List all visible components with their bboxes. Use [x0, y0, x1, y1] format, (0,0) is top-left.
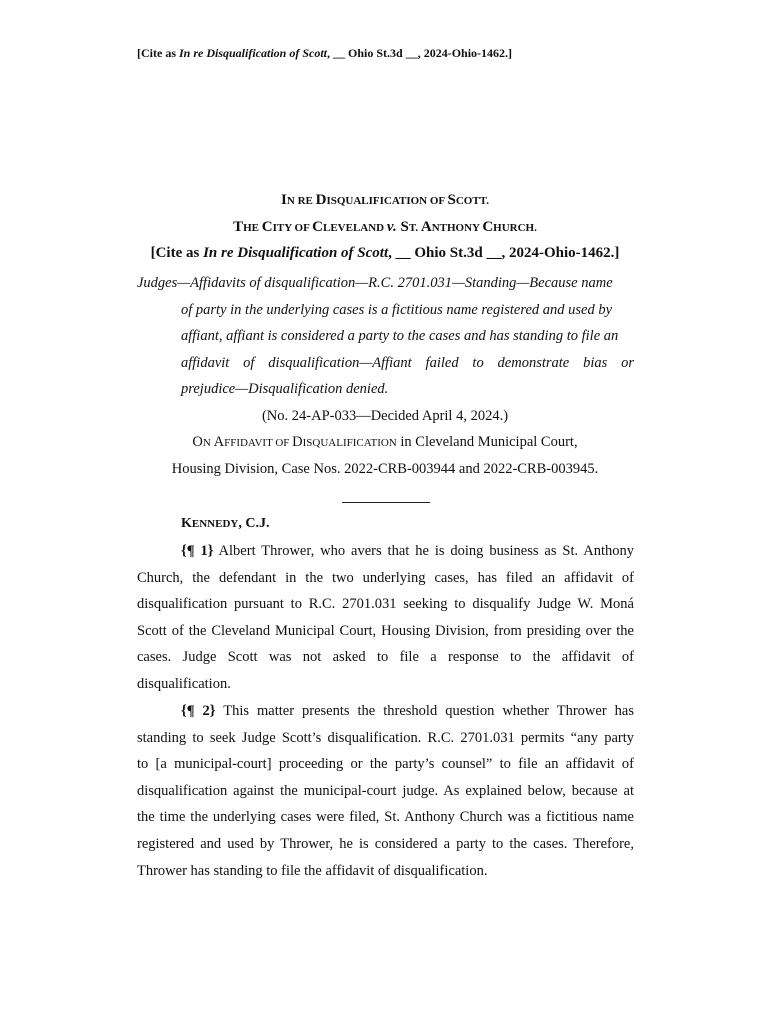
syllabus-line: Judges—Affidavits of disqualification—R.C. 2701.031—Standing—Because name — [137, 275, 613, 291]
caption-text: S — [447, 192, 456, 208]
caption-text: ISQUALIFICATION OF — [326, 195, 448, 207]
docket-line: (No. 24-AP-033—Decided April 4, 2024.) — [261, 408, 509, 424]
caption-text: LEVELAND — [323, 222, 387, 234]
caption-text: C — [312, 219, 323, 235]
paragraph-line: Scott of the Cleveland Municipal Court, Housing Division, from presiding over the — [137, 622, 634, 639]
syllabus-line: affidavit of disqualification—Affiant failed to demonstrate bias or — [181, 354, 634, 371]
paragraph-number: {¶ 1} — [181, 543, 214, 559]
case-caption-title — [0, 192, 770, 209]
separator-rule — [342, 502, 430, 503]
syllabus-line: prejudice—Disqualification denied. — [181, 381, 389, 397]
opinion-author — [181, 516, 269, 532]
paragraph-text: Albert Thrower, who avers that he is doing business as St. Anthony — [213, 543, 635, 559]
author-text: , C.J. — [238, 516, 270, 531]
syllabus — [137, 270, 634, 403]
citation-case-name: In re Disqualification of Scott — [179, 46, 328, 60]
caption-versus: v. — [386, 219, 397, 235]
caption-text: HURCH. — [493, 222, 537, 234]
caption-text: C — [261, 219, 273, 235]
citation-suffix: , __ Ohio St.3d __, 2024-Ohio-1462.] — [327, 46, 513, 60]
paragraph-line: disqualification pursuant to R.C. 2701.031 seeking to disqualify Judge W. Moná — [137, 596, 634, 613]
paragraph-text: This matter presents the threshold question whether Thrower has — [215, 703, 634, 719]
paragraph-1 — [137, 538, 634, 698]
paragraph-2 — [137, 698, 634, 884]
paragraph-line: registered and used by Thrower, he is considered a party to the cases. Therefore, — [137, 835, 634, 852]
caption-citation-suffix: , __ Ohio St.3d __, 2024-Ohio-1462.] — [388, 245, 620, 261]
paragraph-line: standing to seek Judge Scott’s disqualification. R.C. 2701.031 permits “any party — [137, 729, 634, 746]
case-caption-parties — [0, 219, 770, 236]
caption-text: T — [233, 219, 244, 235]
paragraph-line: Thrower has standing to file the affidavit of disqualification. — [137, 862, 488, 879]
syllabus-line: affiant, affiant is considered a party to the cases and has standing to file an — [181, 328, 619, 344]
citation-prefix: [Cite as — [137, 46, 179, 60]
caption-citation — [0, 245, 770, 262]
on-affidavit-text: O — [192, 434, 203, 450]
on-affidavit-text: N — [202, 437, 214, 449]
paragraph-line: Church, the defendant in the two underlying cases, has filed an affidavit of — [137, 569, 634, 586]
paragraph-line — [137, 538, 634, 565]
caption-text: S — [396, 219, 409, 235]
author-text: K — [181, 516, 192, 531]
caption-text: A — [420, 219, 432, 235]
paragraph-line: the time the underlying cases were filed, St. Anthony Church was a fictitious name — [137, 809, 634, 826]
paragraph-line — [137, 698, 634, 725]
on-affidavit-text: ISQUALIFICATION — [302, 437, 397, 449]
caption-citation-prefix: [Cite as — [150, 245, 204, 261]
syllabus-line: of party in the underlying cases is a fictitious name registered and used by — [181, 301, 613, 318]
caption-text: T. — [408, 222, 421, 234]
caption-text: COTT. — [455, 195, 489, 207]
on-affidavit-text: A — [213, 434, 225, 450]
running-header-citation — [137, 46, 512, 61]
author-text: ENNEDY — [191, 518, 239, 530]
caption-text: HE — [243, 222, 262, 234]
caption-text: N RE — [286, 195, 316, 207]
on-affidavit-text: FFIDAVIT OF — [224, 437, 293, 449]
caption-text: D — [315, 192, 327, 208]
on-affidavit-text: in Cleveland Municipal Court, — [396, 434, 578, 450]
caption-text: I — [281, 192, 287, 208]
paragraph-line: cases. Judge Scott was not asked to file a response to the affidavit of — [137, 649, 634, 666]
caption-text: NTHONY — [431, 222, 483, 234]
paragraph-line: to [a municipal-court] proceeding or the party’s counsel” to file an affidavit of — [137, 756, 634, 773]
on-affidavit-line — [0, 434, 770, 451]
caption-citation-case: In re Disqualification of Scott — [203, 245, 389, 261]
paragraph-number: {¶ 2} — [181, 703, 216, 719]
case-numbers-line: Housing Division, Case Nos. 2022-CRB-003944 and 2022-CRB-003945. — [171, 461, 599, 477]
caption-text: C — [482, 219, 494, 235]
paragraph-line: disqualification against the municipal-court judge. As explained below, because at — [137, 782, 634, 799]
paragraph-line: disqualification. — [137, 675, 231, 692]
on-affidavit-text: D — [292, 434, 303, 450]
caption-text: ITY OF — [272, 222, 313, 234]
